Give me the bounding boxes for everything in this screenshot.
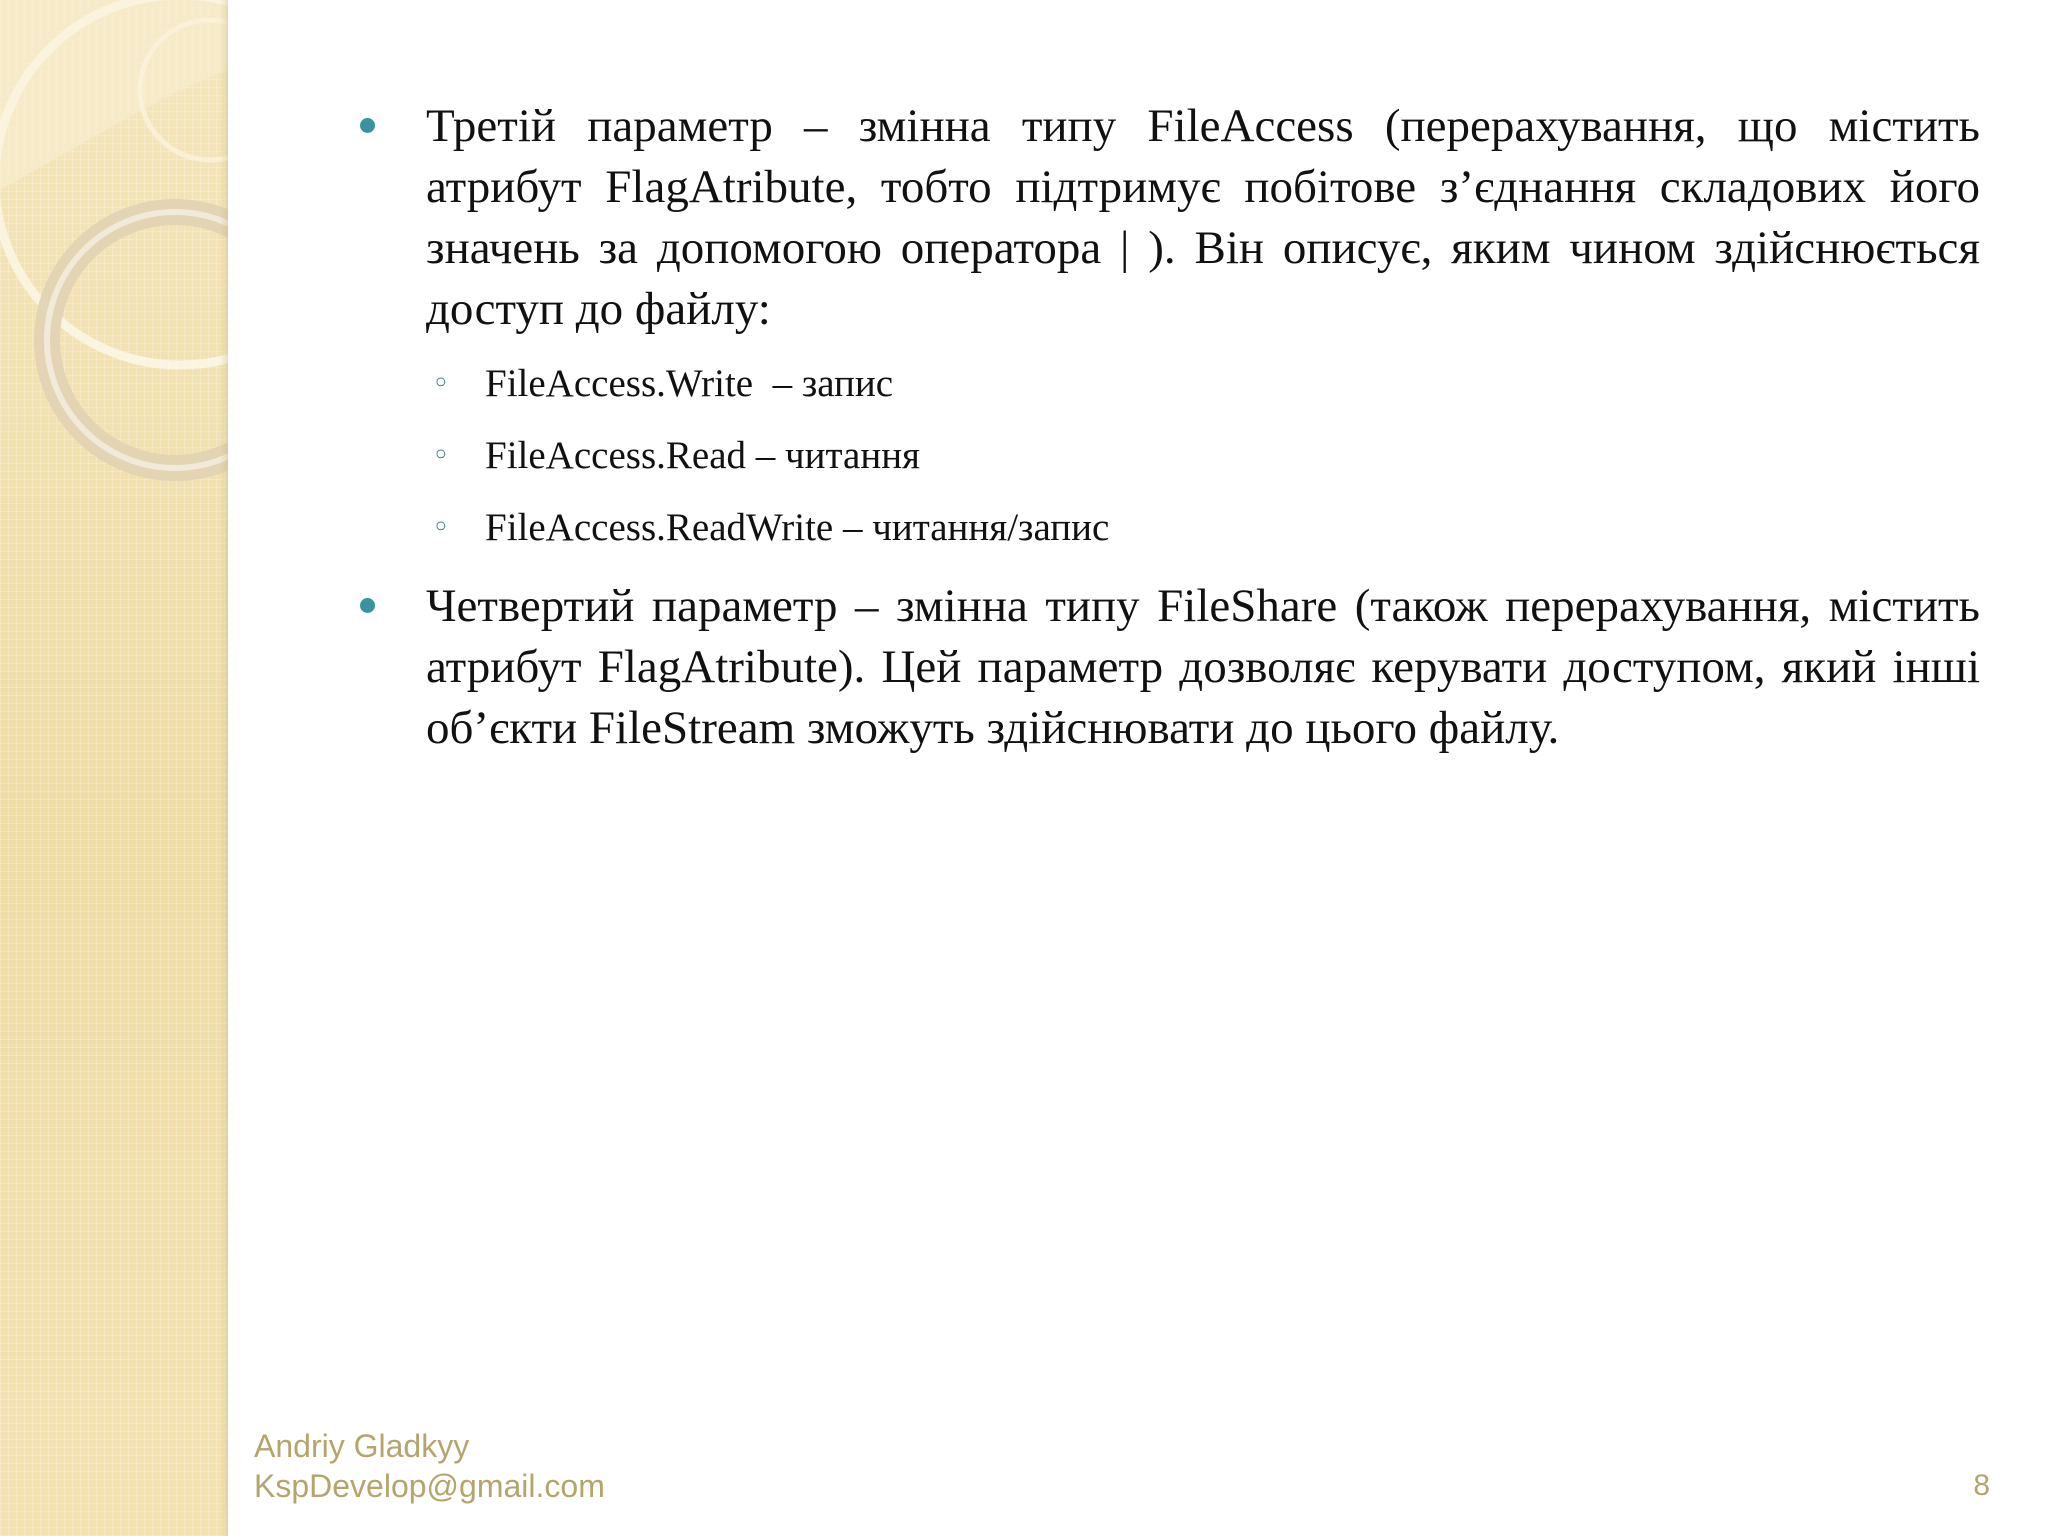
circle-bullet-icon: ◦	[432, 510, 450, 545]
side-panel-edge	[220, 0, 228, 1536]
bullet-item-fileshare	[360, 576, 1980, 759]
slide-content	[360, 96, 1980, 773]
bullet-text: Четвертий параметр – змінна типу FileShare (також перерахування, містить атрибут FlagAtribute). Цей параметр дозволяє керувати доступом, який інші об’єкти FileStream зможуть здійснювати до цього файлу.	[426, 580, 1980, 754]
decorative-side-panel	[0, 0, 228, 1536]
sub-item-write	[360, 358, 1980, 410]
footer-email: KspDevelop@gmail.com	[254, 1468, 605, 1504]
circle-bullet-icon: ◦	[432, 438, 450, 473]
sub-item-text: FileAccess.ReadWrite – читання/запис	[485, 506, 1110, 549]
slide-footer	[254, 1426, 605, 1506]
bullet-item-fileaccess	[360, 96, 1980, 340]
sub-item-readwrite	[360, 502, 1980, 554]
sub-item-read	[360, 430, 1980, 482]
sub-item-text: FileAccess.Read – читання	[485, 434, 920, 477]
page-number: 8	[1973, 1469, 1990, 1502]
bullet-dot-icon	[360, 118, 375, 133]
footer-author: Andriy Gladkyy	[254, 1428, 470, 1464]
bullet-text: Третій параметр – змінна типу FileAccess (перерахування, що містить атрибут FlagAtribute, тобто підтримує побітове з’єднання складових його значень за допомогою оператора | ). Він описує, яким чином здійснюється доступ до файлу:	[426, 100, 1980, 335]
bullet-dot-icon	[360, 598, 375, 613]
sub-list-fileaccess	[360, 358, 1980, 554]
circle-bullet-icon: ◦	[432, 366, 450, 401]
sub-item-text: FileAccess.Write – запис	[485, 362, 894, 405]
decorative-rings-graphic	[0, 0, 228, 1536]
